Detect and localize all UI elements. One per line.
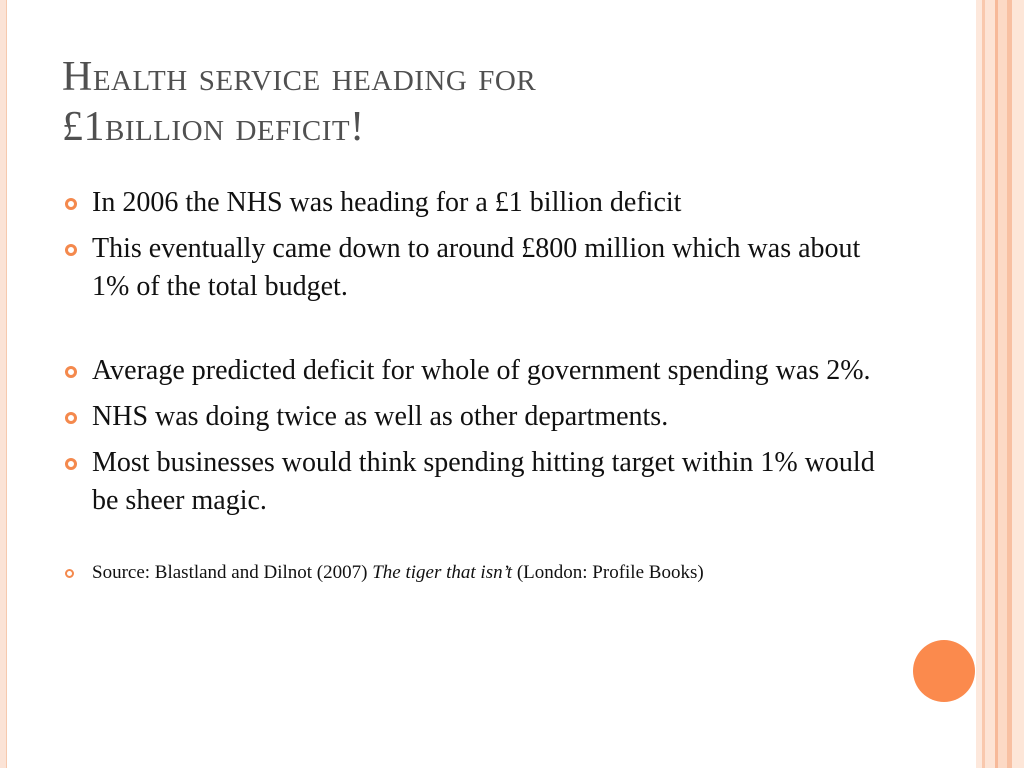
- bullet-text: In 2006 the NHS was heading for a £1 billion deficit: [92, 187, 682, 218]
- bullet-ring-icon: [65, 458, 77, 470]
- source-prefix: Source: Blastland and Dilnot (2007): [92, 562, 373, 583]
- title-line-2: £1billion deficit!: [62, 104, 365, 150]
- bullet-ring-icon: [65, 569, 74, 578]
- bullet-item: [62, 444, 892, 520]
- bullet-ring-icon: [65, 244, 77, 256]
- source-citation: [62, 560, 892, 586]
- bullet-list: [62, 184, 892, 594]
- bullet-item: [62, 184, 892, 222]
- bullet-text: Most businesses would think spending hitting target within 1% would be sheer magic.: [92, 447, 875, 516]
- bullet-text: NHS was doing twice as well as other departments.: [92, 401, 669, 432]
- stripe: [998, 0, 1007, 768]
- source-book-title: The tiger that isn’t: [372, 562, 513, 583]
- bullet-ring-icon: [65, 198, 77, 210]
- bullet-item: [62, 398, 892, 436]
- orange-circle-decoration: [913, 640, 975, 702]
- title-line-1: Health service heading for: [62, 54, 537, 100]
- source-suffix: (London: Profile Books): [512, 562, 704, 583]
- stripe: [1012, 0, 1024, 768]
- stripe: [985, 0, 995, 768]
- bullet-text: Average predicted deficit for whole of government spending was 2%.: [92, 355, 871, 386]
- left-border-decoration: [0, 0, 7, 768]
- bullet-item: [62, 352, 892, 390]
- right-stripes-decoration: [976, 0, 1024, 768]
- bullet-item: [62, 230, 892, 306]
- bullet-ring-icon: [65, 412, 77, 424]
- slide-title: [62, 52, 922, 152]
- bullet-text: This eventually came down to around £800 million which was about 1% of the total budget.: [92, 233, 861, 302]
- bullet-ring-icon: [65, 366, 77, 378]
